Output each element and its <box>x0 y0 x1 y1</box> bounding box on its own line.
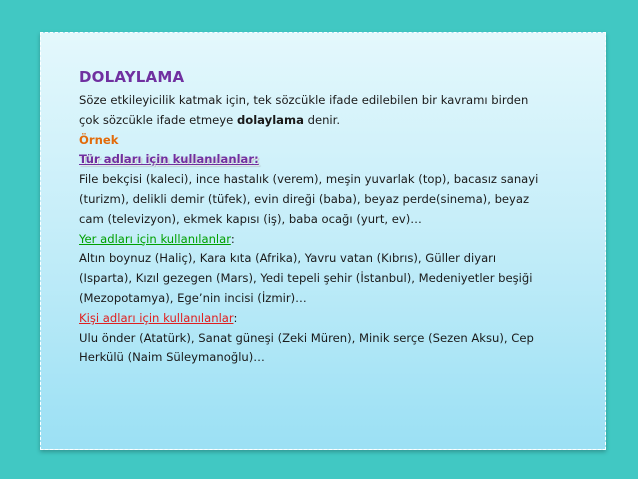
intro-line-1: Söze etkileyicilik katmak için, tek sözcükle ifade edilebilen bir kavramı birden <box>79 93 529 107</box>
kisi-heading-text: Kişi adları için kullanılanlar <box>79 310 234 325</box>
tur-line-3: cam (televizyon), ekmek kapısı (iş), baba ocağı (yurt, ev)… <box>79 211 422 226</box>
slide-content <box>79 67 594 368</box>
tur-line-2: (turizm), delikli demir (tüfek), evin direği (baba), beyaz perde(sinema), beyaz <box>79 191 530 206</box>
kisi-line-1: Ulu önder (Atatürk), Sanat güneşi (Zeki Müren), Minik serçe (Sezen Aksu), Cep <box>79 330 534 345</box>
yer-line-2: (Isparta), Kızıl gezegen (Mars), Yedi tepeli şehir (İstanbul), Medeniyetler beşiği <box>79 271 533 286</box>
kisi-heading-colon: : <box>233 310 238 325</box>
intro-keyword: dolaylama <box>236 112 304 127</box>
yer-heading <box>79 230 594 250</box>
intro-line-2-end: denir. <box>303 112 341 127</box>
example-label: Örnek <box>79 132 119 147</box>
tur-line-1: File bekçisi (kaleci), ince hastalık (verem), meşin yuvarlak (top), bacasız sanayi <box>79 172 539 187</box>
kisi-heading <box>79 309 594 329</box>
tur-heading-text: Tür adları için kullanılanlar <box>79 152 255 167</box>
yer-line-1: Altın boynuz (Haliç), Kara kıta (Afrika), Yavru vatan (Kıbrıs), Güller diyarı <box>79 251 497 266</box>
yer-heading-colon: : <box>230 231 235 246</box>
slide-panel <box>40 32 606 450</box>
intro-line-2-start: çok sözcükle ifade etmeye <box>79 112 237 127</box>
yer-line-3: (Mezopotamya), Ege’nin incisi (İzmir)… <box>79 290 307 305</box>
slide-title: DOLAYLAMA <box>79 68 185 86</box>
tur-heading-colon: : <box>254 152 259 167</box>
kisi-line-2: Herkülü (Naim Süleymanoğlu)… <box>79 350 265 365</box>
tur-heading <box>79 150 594 170</box>
intro-line-2 <box>79 111 594 131</box>
yer-heading-text: Yer adları için kullanılanlar <box>79 231 231 246</box>
